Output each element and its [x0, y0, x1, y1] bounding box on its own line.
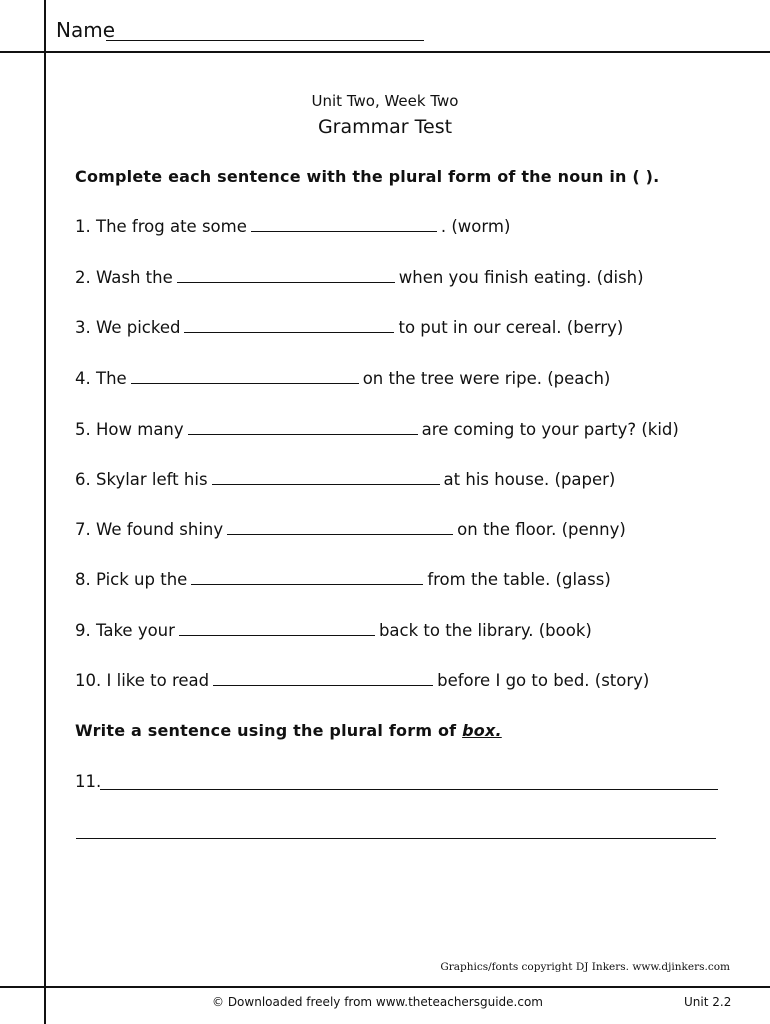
question-text-after: on the tree were ripe. (peach)	[362, 369, 611, 388]
answer-blank[interactable]	[177, 268, 395, 283]
question-text-after: . (worm)	[440, 217, 511, 236]
question-text-after: at his house. (paper)	[443, 470, 616, 489]
instructions: Complete each sentence with the plural form of the noun in ( ).	[75, 167, 660, 186]
write-prompt-text: Write a sentence using the plural form of	[75, 721, 457, 740]
answer-blank[interactable]	[212, 470, 440, 485]
question-text-before: The frog ate some	[96, 217, 247, 236]
question-6	[75, 470, 615, 489]
question-text-before: The	[96, 369, 127, 388]
answer-blank[interactable]	[188, 420, 418, 435]
name-field-line[interactable]	[106, 40, 424, 41]
target-word: box.	[462, 721, 502, 740]
question-11-answer-line-2[interactable]	[76, 838, 716, 839]
question-number: 6.	[75, 470, 91, 489]
answer-blank[interactable]	[213, 671, 433, 686]
header-rule	[0, 51, 770, 53]
question-number: 1.	[75, 217, 91, 236]
write-sentence-prompt	[75, 721, 502, 740]
question-text-before: Wash the	[96, 268, 173, 287]
question-number: 8.	[75, 570, 91, 589]
footer-download-note: © Downloaded freely from www.theteachersguide.com	[212, 995, 543, 1009]
question-text-before: Take your	[96, 621, 175, 640]
question-4	[75, 369, 610, 388]
copyright-credit: Graphics/fonts copyright DJ Inkers. www.djinkers.com	[440, 961, 730, 973]
question-number: 2.	[75, 268, 91, 287]
question-7	[75, 520, 626, 539]
question-text-before: We picked	[96, 318, 181, 337]
question-11-number: 11.	[75, 772, 102, 791]
question-3	[75, 318, 623, 337]
unit-heading: Unit Two, Week Two	[311, 92, 459, 110]
question-text-after: to put in our cereal. (berry)	[398, 318, 624, 337]
question-number: 3.	[75, 318, 91, 337]
question-text-after: when you finish eating. (dish)	[398, 268, 644, 287]
question-text-before: Skylar left his	[96, 470, 208, 489]
question-number: 7.	[75, 520, 91, 539]
question-text-after: from the table. (glass)	[427, 570, 611, 589]
question-5	[75, 420, 679, 439]
question-number: 4.	[75, 369, 91, 388]
question-text-after: on the floor. (penny)	[457, 520, 626, 539]
footer-rule	[0, 986, 770, 988]
question-text-before: Pick up the	[96, 570, 188, 589]
question-number: 9.	[75, 621, 91, 640]
answer-blank[interactable]	[251, 217, 437, 232]
question-9	[75, 621, 592, 640]
footer-unit-code: Unit 2.2	[684, 995, 732, 1009]
question-text-before: I like to read	[106, 671, 210, 690]
question-text-after: back to the library. (book)	[378, 621, 592, 640]
answer-blank[interactable]	[179, 621, 375, 636]
question-text-before: How many	[96, 420, 184, 439]
question-11-answer-line-1[interactable]	[100, 789, 718, 790]
question-number: 5.	[75, 420, 91, 439]
name-label: Name	[56, 18, 116, 42]
question-text-before: We found shiny	[96, 520, 224, 539]
answer-blank[interactable]	[227, 520, 453, 535]
margin-vertical-rule	[44, 0, 46, 1024]
question-8	[75, 570, 611, 589]
question-10	[75, 671, 649, 690]
question-text-after: are coming to your party? (kid)	[421, 420, 679, 439]
question-number: 10.	[75, 671, 102, 690]
question-text-after: before I go to bed. (story)	[437, 671, 650, 690]
page-title: Grammar Test	[317, 116, 453, 138]
answer-blank[interactable]	[191, 570, 423, 585]
question-1	[75, 217, 510, 236]
answer-blank[interactable]	[131, 369, 359, 384]
answer-blank[interactable]	[184, 318, 394, 333]
question-2	[75, 268, 644, 287]
